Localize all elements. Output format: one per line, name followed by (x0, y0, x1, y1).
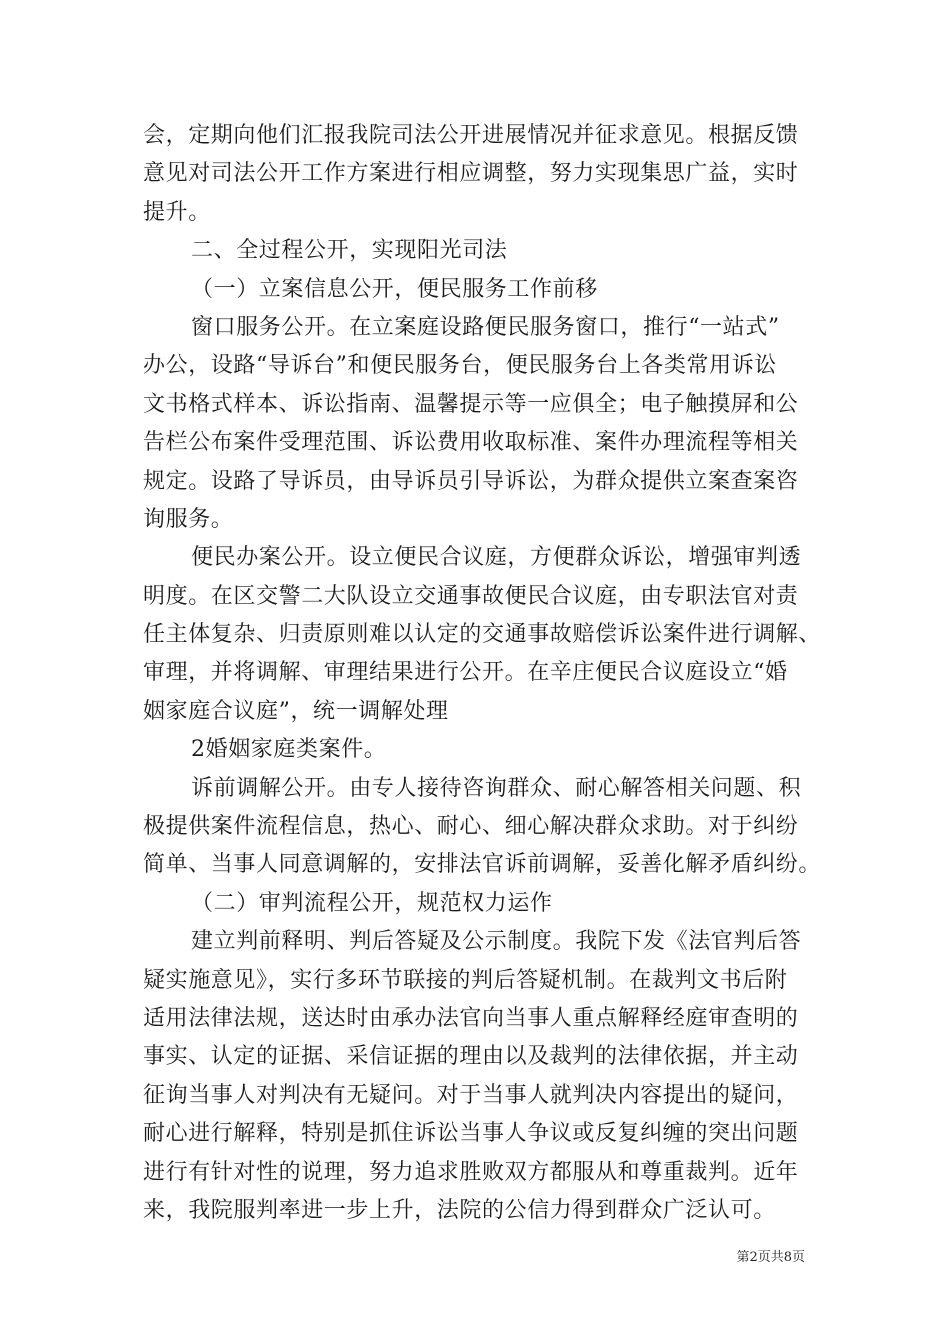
text-line: 告栏公布案件受理范围、诉讼费用收取标准、案件办理流程等相关 (143, 430, 799, 456)
text-line: 适用法律法规，送达时由承办法官向当事人重点解释经庭审查明的 (143, 1005, 799, 1031)
text-line: 规定。设路了导诉员，由导诉员引导诉讼，为群众提供立案查案咨 (143, 468, 799, 494)
page-number: 第2页共8页 (736, 1250, 805, 1265)
text-line: 征询当事人对判决有无疑问。对于当事人就判决内容提出的疑问， (143, 1082, 799, 1108)
text-line: 询服务。 (143, 506, 234, 532)
text-line: 办公，设路“导诉台”和便民服务台，便民服务台上各类常用诉讼 (143, 353, 777, 379)
subsection-heading: （二）审判流程公开，规范权力运作 (191, 890, 553, 916)
paragraph-start: 诉前调解公开。由专人接待咨询群众、耐心解答相关问题、积 (191, 775, 802, 801)
text-line: 提升。 (143, 199, 211, 225)
text-line: 来，我院服判率进一步上升，法院的公信力得到群众广泛认可。 (143, 1197, 776, 1223)
text-line: 明度。在区交警二大队设立交通事故便民合议庭，由专职法官对责 (143, 583, 799, 609)
text-line: 事实、认定的证据、采信证据的理由以及裁判的法律依据，并主动 (143, 1044, 799, 1070)
text-line: 极提供案件流程信息，热心、耐心、细心解决群众求助。对于纠纷 (143, 814, 799, 840)
paragraph-start: 建立判前释明、判后答疑及公示制度。我院下发《法官判后答 (191, 929, 802, 955)
text-line: 耐心进行解释，特别是抓住诉讼当事人争议或反复纠缠的突出问题 (143, 1121, 799, 1147)
text-line: 任主体复杂、归责原则难以认定的交通事故赔偿诉讼案件进行调解、 (143, 622, 822, 648)
text-line: 文书格式样本、诉讼指南、温馨提示等一应俱全；电子触摸屏和公 (143, 391, 799, 417)
paragraph-start: 便民办案公开。设立便民合议庭，方便群众诉讼，增强审判透 (191, 545, 802, 571)
text-line: 进行有针对性的说理，努力追求胜败双方都服从和尊重裁判。近年 (143, 1159, 799, 1185)
section-heading: 二、全过程公开，实现阳光司法 (191, 238, 508, 264)
text-line: 疑实施意见》，实行多环节联接的判后答疑机制。在裁判文书后附 (143, 967, 788, 993)
text-line: 意见对司法公开工作方案进行相应调整，努力实现集思广益，实时 (143, 161, 799, 187)
text-line: 姻家庭合议庭”，统一调解处理 (143, 698, 449, 724)
subsection-heading: （一）立案信息公开，便民服务工作前移 (191, 276, 598, 302)
paragraph-start: 2婚姻家庭类案件。 (191, 737, 387, 763)
document-body (143, 117, 822, 1230)
paragraph-start: 窗口服务公开。在立案庭设路便民服务窗口，推行“一站式” (191, 314, 780, 340)
text-line: 审理，并将调解、审理结果进行公开。在辛庄便民合议庭设立“婚 (143, 660, 788, 686)
text-line: 简单、当事人同意调解的，安排法官诉前调解，妥善化解矛盾纠纷。 (143, 852, 822, 878)
text-line: 会，定期向他们汇报我院司法公开进展情况并征求意见。根据反馈 (143, 123, 799, 148)
